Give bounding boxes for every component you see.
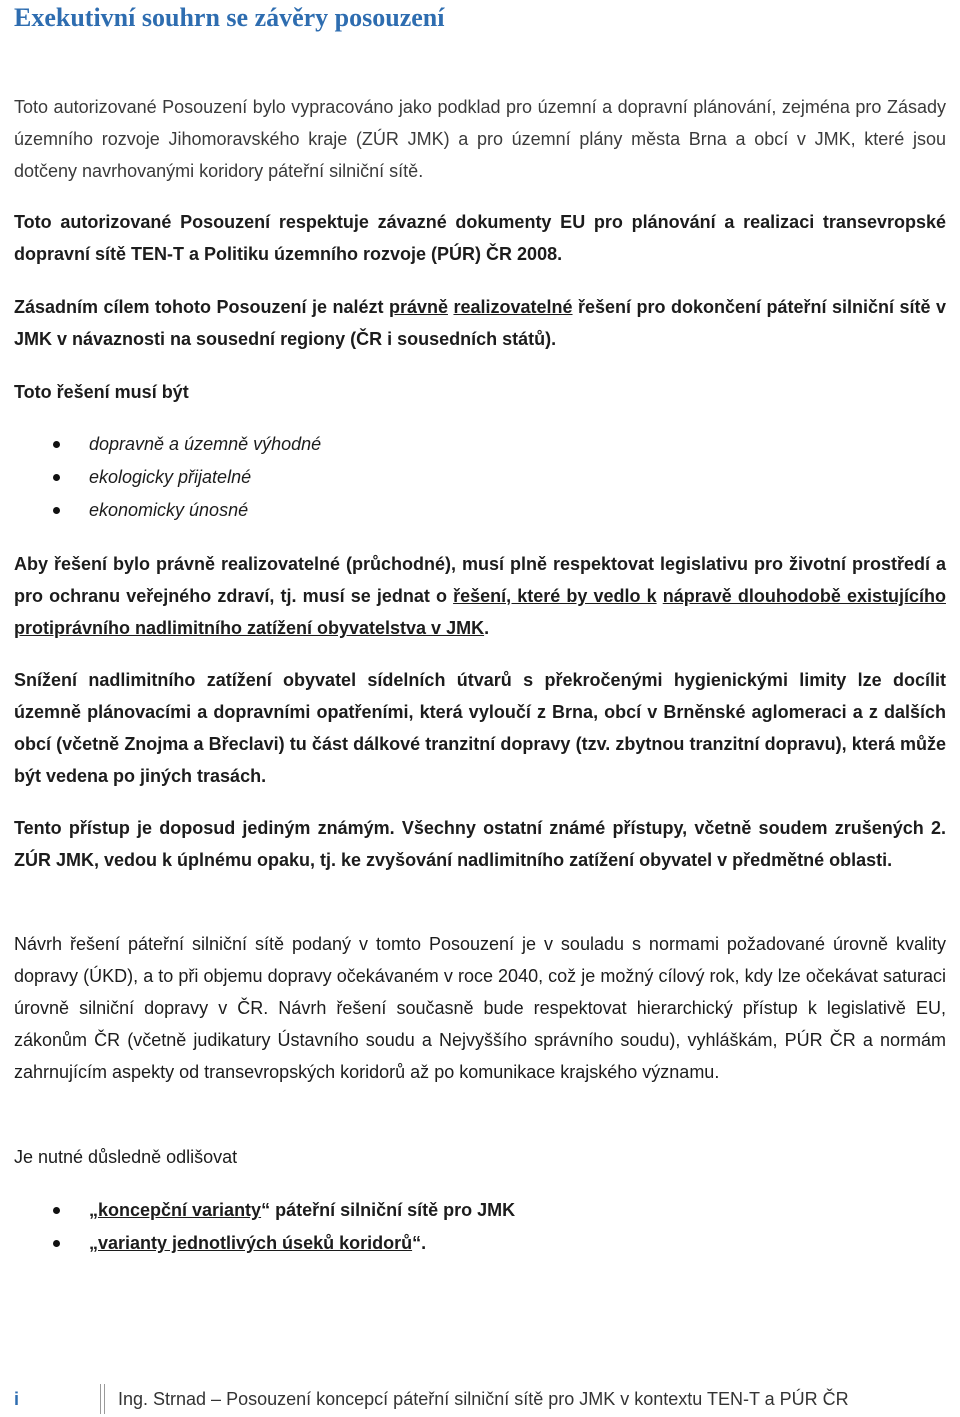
underlined-text: varianty jednotlivých úseků koridorů: [98, 1233, 413, 1253]
text-run: Aby řešení bylo právně realizovatelné (průchodné), musí plně respektovat legislativu pro životní prostředí a pro ochranu veřejného zdraví, tj. musí se jednat o: [14, 554, 946, 606]
bullet-icon: [53, 1240, 60, 1247]
paragraph-approach: Tento přístup je doposud jediným známým. Všechny ostatní známé přístupy, včetně soudem zrušených 2. ZÚR JMK, vedou k úplnému opaku, tj. ke zvyšování nadlimitního zatížení obyvatel v předmětné oblasti.: [14, 818, 946, 870]
text-run: „: [89, 1200, 98, 1220]
bullet-icon: [53, 441, 60, 448]
underlined-text: nápravě dlouhodobě existujícího protiprávního nadlimitního zatížení obyvatelstva v JMK: [14, 586, 946, 638]
underlined-text: koncepční varianty: [98, 1200, 262, 1220]
paragraph-distinguish: Je nutné důsledně odlišovat: [14, 1147, 238, 1167]
paragraph-ten-t: Toto autorizované Posouzení respektuje závazné dokumenty EU pro plánování a realizaci transevropské dopravní sítě TEN-T a Politiku územního rozvoje (PÚR) ČR 2008.: [14, 212, 946, 264]
paragraph-legislation: [14, 548, 946, 644]
text-run: .: [421, 1233, 427, 1253]
text-run: řešení pro dokončení páteřní silniční sítě v JMK v návaznosti na sousední regiony (ČR i sousedních států).: [14, 297, 946, 349]
text-run: Zásadním cílem tohoto Posouzení je nalézt: [14, 297, 389, 317]
list-item: [14, 494, 321, 527]
bullet-icon: [53, 474, 60, 481]
list-item: [14, 1194, 515, 1227]
list-item: [14, 461, 321, 494]
paragraph-reduction: Snížení nadlimitního zatížení obyvatel sídelních útvarů s překročenými hygienickými limity lze docílit územně plánovacími a dopravními opatřeními, která vyloučí z Brna, obcí v Brněnské aglomeraci a z dalších obcí (včetně Znojma a Břeclavi) tu část dálkové tranzitní dopravy (tzv. zbytnou tranzitní dopravu), která může být vedena po jiných trasách.: [14, 670, 946, 786]
text-run: “: [261, 1200, 271, 1220]
requirements-list: [14, 428, 321, 527]
text-run: “: [412, 1233, 422, 1253]
paragraph-goal: [14, 291, 946, 355]
list-item: [14, 428, 321, 461]
page-title: Exekutivní souhrn se závěry posouzení: [14, 3, 445, 32]
paragraph-proposal: Návrh řešení páteřní silniční sítě podaný v tomto Posouzení je v souladu s normami požadované úrovně kvality dopravy (ÚKD), a to při objemu dopravy očekávaném v roce 2040, což je možný cílový rok, kdy lze očekávat saturaci úrovně silniční dopravy v ČR. Návrh řešení současně bude respektovat hierarchický přístup k legislativě EU, zákonům ČR (včetně judikatury Ústavního soudu a Nejvyššího správního soudu), vyhláškám, PÚR ČR a normám zahrnujícím aspekty od transevropských koridorů až po komunikace krajského významu.: [14, 934, 946, 1082]
text-run: .: [484, 618, 490, 638]
list-item-text: ekologicky přijatelné: [89, 467, 252, 487]
list-item: [14, 1227, 515, 1260]
page-footer: [14, 1384, 960, 1414]
list-item-text: ekonomicky únosné: [89, 500, 249, 520]
underlined-text: realizovatelné: [453, 297, 573, 317]
underlined-text: právně: [388, 297, 448, 317]
underlined-text: řešení, které by vedlo k: [453, 586, 657, 606]
footer-divider: [100, 1384, 105, 1414]
bullet-icon: [53, 1207, 60, 1214]
footer-text: Ing. Strnad – Posouzení koncepcí páteřní silniční sítě pro JMK v kontextu TEN-T a PÚR ČR: [118, 1389, 849, 1409]
variants-list: [14, 1194, 515, 1260]
text-run: páteřní silniční sítě pro JMK: [270, 1200, 516, 1220]
bullet-icon: [53, 507, 60, 514]
paragraph-solution-must: Toto řešení musí být: [14, 382, 189, 402]
list-item-text: dopravně a územně výhodné: [89, 434, 322, 454]
paragraph-intro: Toto autorizované Posouzení bylo vypracováno jako podklad pro územní a dopravní plánování, zejména pro Zásady územního rozvoje Jihomoravského kraje (ZÚR JMK) a pro územní plány města Brna a obcí v JMK, které jsou dotčeny navrhovanými koridory páteřní silniční sítě.: [14, 97, 946, 181]
page-number: i: [14, 1389, 20, 1409]
text-run: „: [89, 1233, 98, 1253]
